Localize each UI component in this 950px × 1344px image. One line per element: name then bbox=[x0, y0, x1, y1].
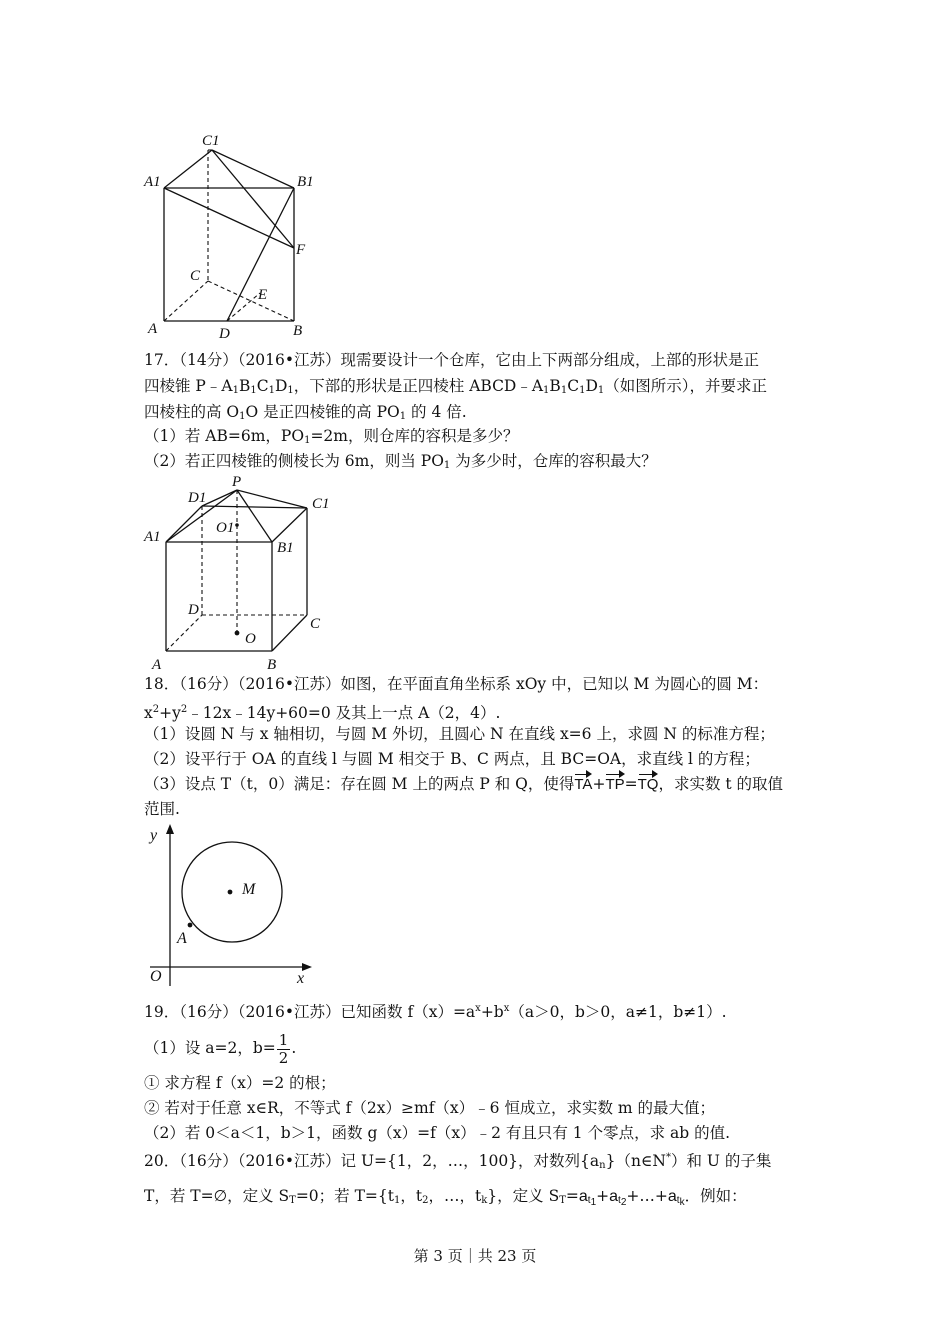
label-d1: D1 bbox=[188, 490, 207, 506]
label-c: C bbox=[310, 616, 321, 632]
label-p: P bbox=[232, 474, 242, 490]
label-c1: C1 bbox=[202, 133, 220, 149]
seq-term-2: $a_{t_2}$ bbox=[609, 1188, 627, 1208]
vector-ta: TA bbox=[574, 776, 593, 793]
q18-line-range: 范围. bbox=[144, 800, 180, 818]
q20-line-2: T，若 T=∅，定义 $S_T=0$；若 $T=\{t_1$，$t_2$，…，$t_k$}，定义 $S_T=a_{t_1}+a_{t_2}+\dots+a_{t_k}$．例如： bbox=[144, 1187, 747, 1208]
q20-line-1: 20．（16分）（2016•江苏）记 U={1，2，…，100}，对数列$\{a_n\}(n\in N^*)$和 U 的子集 bbox=[144, 1152, 772, 1171]
label-a: A bbox=[148, 321, 158, 337]
circle-diagram bbox=[140, 822, 320, 990]
q19-part-1: （1）设 a=2，b= $\frac{1}{2}$ . bbox=[144, 1030, 297, 1067]
circle-figure bbox=[140, 822, 320, 990]
q17-line-3: 四棱柱的高 $O_1O$ 是正四棱锥的高 $PO_1$ 的 4 倍. bbox=[144, 403, 467, 422]
q18-line-1: 18．（16分）（2016•江苏）如图，在平面直角坐标系 xOy 中，已知以 M 为圆心的圆 M： bbox=[144, 675, 769, 693]
label-a: A bbox=[177, 930, 187, 947]
label-d: D bbox=[188, 602, 199, 618]
label-a1: A1 bbox=[144, 174, 161, 190]
warehouse-diagram bbox=[140, 470, 350, 675]
label-x: x bbox=[297, 970, 305, 987]
label-b1: B1 bbox=[297, 174, 314, 190]
label-d: D bbox=[219, 326, 230, 342]
q17-line-2: 四棱锥 $P﹣A_1B_1C_1D_1$，下部的形状是正四棱柱 $ABCD﹣A_1B_1C_1D_1$（如图所示），并要求正 bbox=[144, 377, 768, 396]
q17-part-2: （2）若正四棱锥的侧棱长为 6m，则当 $PO_1$ 为多少时，仓库的容积最大？ bbox=[144, 452, 657, 471]
label-o1: O1 bbox=[216, 520, 235, 536]
q19-part-1-i: ① 求方程 f（x）=2 的根； bbox=[144, 1074, 336, 1092]
label-c: C bbox=[190, 268, 201, 284]
vector-tp: TP bbox=[605, 776, 625, 793]
prism-diagram bbox=[140, 128, 340, 343]
label-o: O bbox=[245, 631, 256, 647]
prism-figure bbox=[140, 128, 340, 343]
label-y: y bbox=[150, 827, 158, 844]
label-m: M bbox=[242, 881, 256, 898]
q18-part-3: （3）设点 T（t，0）满足：存在圆 M 上的两点 P 和 Q，使得TA+TP=TQ，求实数 t 的取值 bbox=[144, 775, 784, 793]
label-b: B bbox=[267, 657, 277, 673]
label-b1: B1 bbox=[277, 540, 294, 556]
q19-part-2: （2）若 0＜a＜1，b＞1，函数 g（x）=f（x）﹣2 有且只有 1 个零点，求 ab 的值. bbox=[144, 1124, 731, 1142]
fraction-one-half: $\frac{1}{2}$ bbox=[278, 1030, 289, 1067]
label-c1: C1 bbox=[312, 496, 330, 512]
vector-tq: TQ bbox=[637, 776, 659, 793]
q18-line-2: $x^2+y^2﹣12x﹣14y+60=0$ 及其上一点 A（2，4）. bbox=[144, 704, 501, 722]
q18-part-2: （2）设平行于 OA 的直线 l 与圆 M 相交于 B、C 两点，且 BC=OA，求直线 l 的方程； bbox=[144, 750, 760, 768]
page-footer: 第 3 页｜共 23 页 bbox=[413, 1247, 537, 1265]
label-a: A bbox=[152, 657, 162, 673]
q18-part-1: （1）设圆 N 与 x 轴相切，与圆 M 外切，且圆心 N 在直线 x=6 上，求圆 N 的标准方程； bbox=[144, 725, 775, 743]
q17-part-1: （1）若 AB=6m，$PO_1=2m$，则仓库的容积是多少？ bbox=[144, 427, 519, 446]
warehouse-figure bbox=[140, 470, 350, 675]
label-b: B bbox=[293, 323, 303, 339]
q17-line-1: 17．（14分）（2016•江苏）现需要设计一个仓库，它由上下两部分组成，上部的形状是正 bbox=[144, 351, 760, 369]
q19-line-1: 19．（16分）（2016•江苏）已知函数 $f(x)=a^x+b^x(a>0$，b＞0，a≠1，b≠1）. bbox=[144, 1003, 727, 1021]
seq-term-1: $a_{t_1}$ bbox=[578, 1188, 597, 1208]
seq-term-k: $a_{t_k}$ bbox=[667, 1188, 685, 1208]
label-f: F bbox=[296, 242, 306, 258]
label-a1: A1 bbox=[144, 529, 161, 545]
label-e: E bbox=[258, 287, 268, 303]
label-o: O bbox=[150, 968, 162, 985]
q19-part-1-ii: ② 若对于任意 x∈R，不等式 f（2x）≥mf（x）﹣6 恒成立，求实数 m 的最大值； bbox=[144, 1099, 716, 1117]
